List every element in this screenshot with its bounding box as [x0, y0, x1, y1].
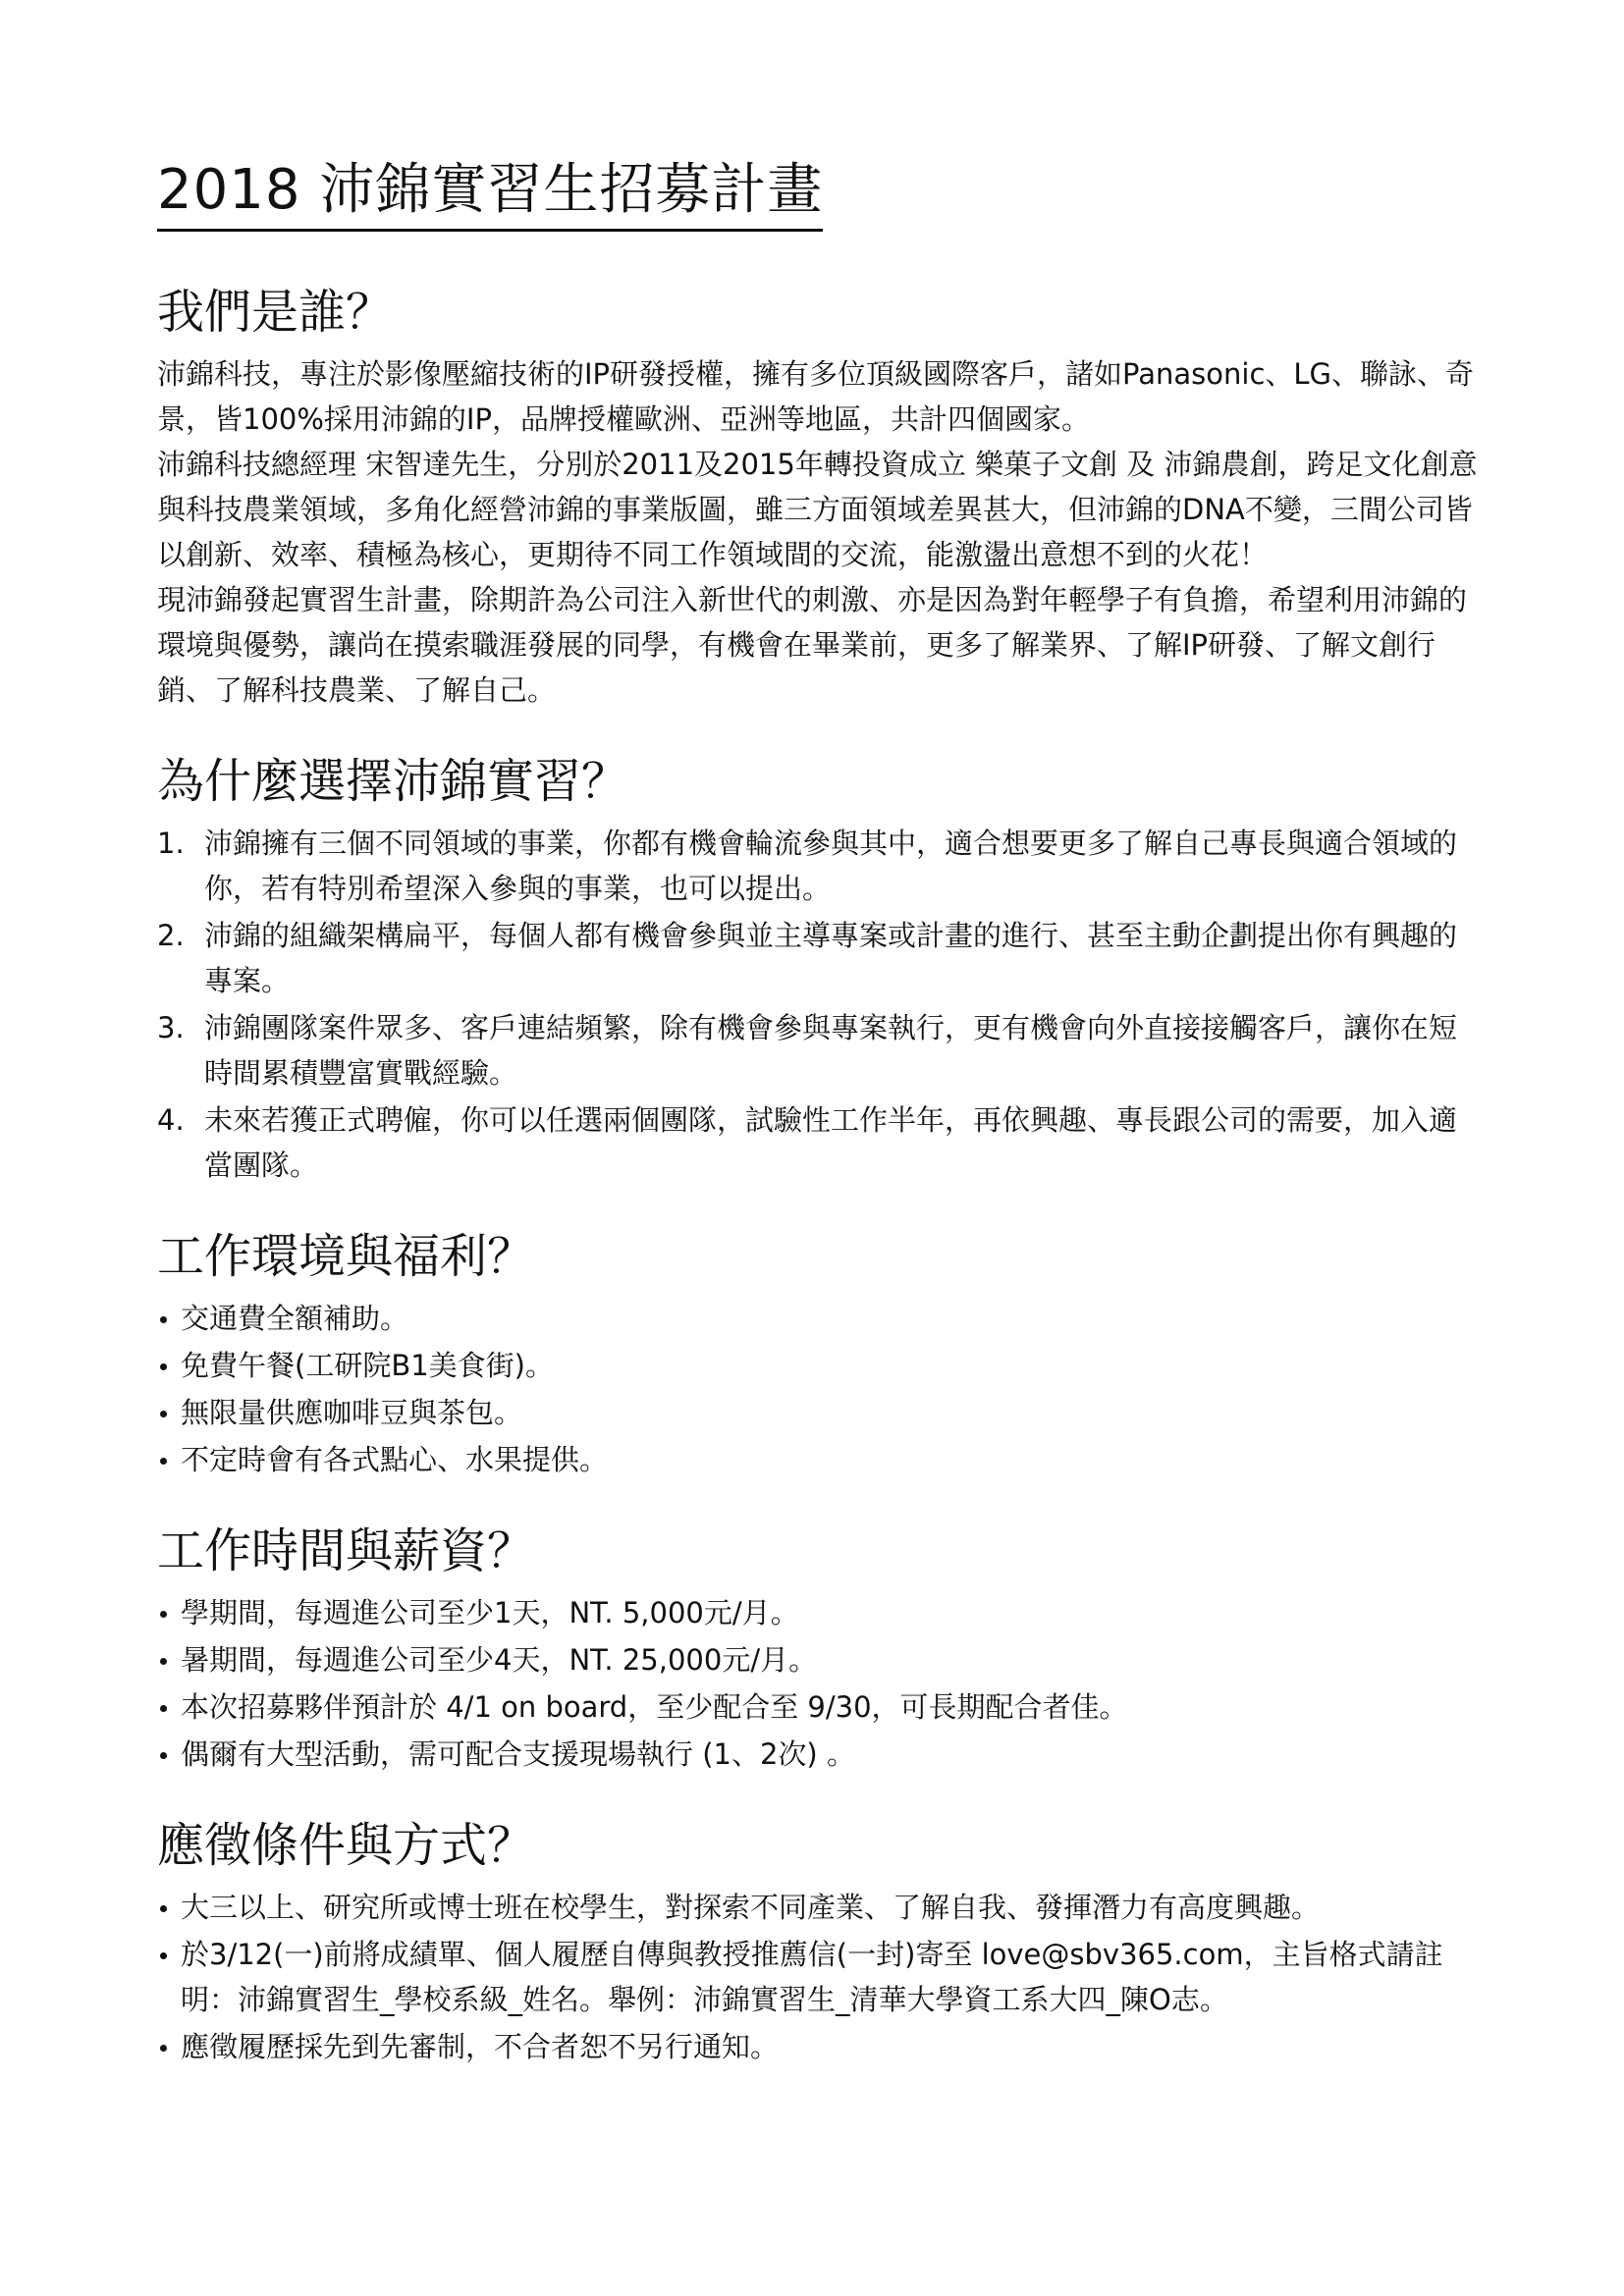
list-item	[157, 1732, 1483, 1777]
bullet-icon	[157, 1637, 181, 1682]
apply-list	[157, 1885, 1483, 2069]
bullet-icon	[157, 1343, 181, 1388]
bullet-icon	[157, 1590, 181, 1635]
bullet-icon	[157, 1732, 181, 1777]
bullet-icon	[157, 1885, 181, 1930]
list-item	[157, 1885, 1483, 1930]
bullet-icon	[157, 1437, 181, 1482]
list-item-text: 學期間，每週進公司至少1天，NT. 5,000元/月。	[181, 1596, 799, 1630]
list-item	[157, 1097, 1483, 1188]
list-item	[157, 1343, 1483, 1388]
section-why-choose	[157, 752, 1483, 1188]
list-item-text: 沛錦擁有三個不同領域的事業，你都有機會輪流參與其中，適合想要更多了解自己專長與適合領域的你，若有特別希望深入參與的事業，也可以提出。	[204, 827, 1458, 906]
who-paragraph-3: 現沛錦發起實習生計畫，除期許為公司注入新世代的刺激、亦是因為對年輕學子有負擔，希望利用沛錦的環境與優勢，讓尚在摸索職涯發展的同學，有機會在畢業前，更多了解業界、了解IP研發、了解文創行銷、了解科技農業、了解自己。	[157, 583, 1468, 708]
list-item	[157, 1437, 1483, 1482]
list-item-text: 沛錦團隊案件眾多、客戶連結頻繁，除有機會參與專案執行，更有機會向外直接接觸客戶，讓你在短時間累積豐富實戰經驗。	[204, 1011, 1458, 1091]
environment-list	[157, 1296, 1483, 1482]
list-number: 4.	[157, 1103, 185, 1138]
list-item-text: 無限量供應咖啡豆與茶包。	[181, 1396, 523, 1430]
list-item	[157, 1637, 1483, 1682]
list-item-text: 交通費全額補助。	[181, 1302, 409, 1336]
who-paragraph-2: 沛錦科技總經理 宋智達先生，分別於2011及2015年轉投資成立 樂菓子文創 及 沛錦農創，跨足文化創意與科技農業領域，多角化經營沛錦的事業版圖，雖三方面領域差異甚大，但沛錦的DNA不變，三間公司皆以創新、效率、積極為核心，更期待不同工作領域間的交流，能激盪出意想不到的火花！	[157, 448, 1478, 572]
list-item	[157, 1684, 1483, 1730]
section-environment-benefits	[157, 1227, 1483, 1482]
list-item-text: 大三以上、研究所或博士班在校學生，對探索不同產業、了解自我、發揮潛力有高度興趣。	[181, 1891, 1321, 1925]
section-heading-apply: 應徵條件與方式？	[157, 1818, 535, 1874]
list-item-text: 暑期間，每週進公司至少4天，NT. 25,000元/月。	[181, 1643, 818, 1678]
list-item-text: 偶爾有大型活動，需可配合支援現場執行 (1、2次) 。	[181, 1737, 855, 1772]
list-item-text: 本次招募夥伴預計於 4/1 on board，至少配合至 9/30，可長期配合者佳。	[181, 1690, 1128, 1725]
bullet-icon	[157, 1684, 181, 1730]
page-title: 2018 沛錦實習生招募計畫	[157, 158, 824, 222]
list-item-text: 應徵履歷採先到先審制，不合者恕不另行通知。	[181, 2030, 780, 2064]
why-list	[157, 821, 1483, 1188]
section-who-we-are	[157, 283, 1483, 713]
list-item	[157, 1296, 1483, 1341]
section-heading-time: 工作時間與薪資？	[157, 1523, 535, 1579]
list-item	[157, 1590, 1483, 1635]
list-number: 3.	[157, 1011, 185, 1045]
bullet-icon	[157, 2024, 181, 2069]
list-item-text: 免費午餐(工研院B1美食街)。	[181, 1349, 554, 1383]
section-hours-salary	[157, 1522, 1483, 1777]
who-paragraph-1: 沛錦科技，專注於影像壓縮技術的IP研發授權，擁有多位頂級國際客戶，諸如Panasonic、LG、聯詠、奇景，皆100%採用沛錦的IP，品牌授權歐洲、亞洲等地區，共計四個國家。	[157, 357, 1475, 437]
bullet-icon	[157, 1296, 181, 1341]
list-item	[157, 1005, 1483, 1095]
list-item	[157, 913, 1483, 1003]
list-item	[157, 821, 1483, 911]
list-number: 1.	[157, 827, 185, 861]
list-item-text: 不定時會有各式點心、水果提供。	[181, 1443, 609, 1477]
list-item-text: 沛錦的組織架構扁平，每個人都有機會參與並主導專案或計畫的進行、甚至主動企劃提出你有興趣的專案。	[204, 919, 1458, 998]
section-heading-environment: 工作環境與福利？	[157, 1229, 535, 1285]
time-list	[157, 1590, 1483, 1777]
section-heading-who: 我們是誰？	[157, 285, 394, 341]
list-item	[157, 2024, 1483, 2069]
list-item	[157, 1390, 1483, 1435]
list-number: 2.	[157, 919, 185, 953]
section-application	[157, 1816, 1483, 2069]
list-item	[157, 1932, 1483, 2022]
document-page	[157, 157, 1483, 2097]
title-underline	[157, 157, 823, 232]
bullet-icon	[157, 1932, 181, 2022]
list-item-text: 未來若獲正式聘僱，你可以任選兩個團隊，試驗性工作半年，再依興趣、專長跟公司的需要，加入適當團隊。	[204, 1103, 1458, 1183]
list-item-text: 於3/12(一)前將成績單、個人履歷自傳與教授推薦信(一封)寄至 love@sbv365.com，主旨格式請註明：沛錦實習生_學校系級_姓名。舉例：沛錦實習生_清華大學資工系大四_陳O志。	[181, 1938, 1443, 2017]
section-heading-why: 為什麼選擇沛錦實習？	[157, 754, 629, 810]
bullet-icon	[157, 1390, 181, 1435]
